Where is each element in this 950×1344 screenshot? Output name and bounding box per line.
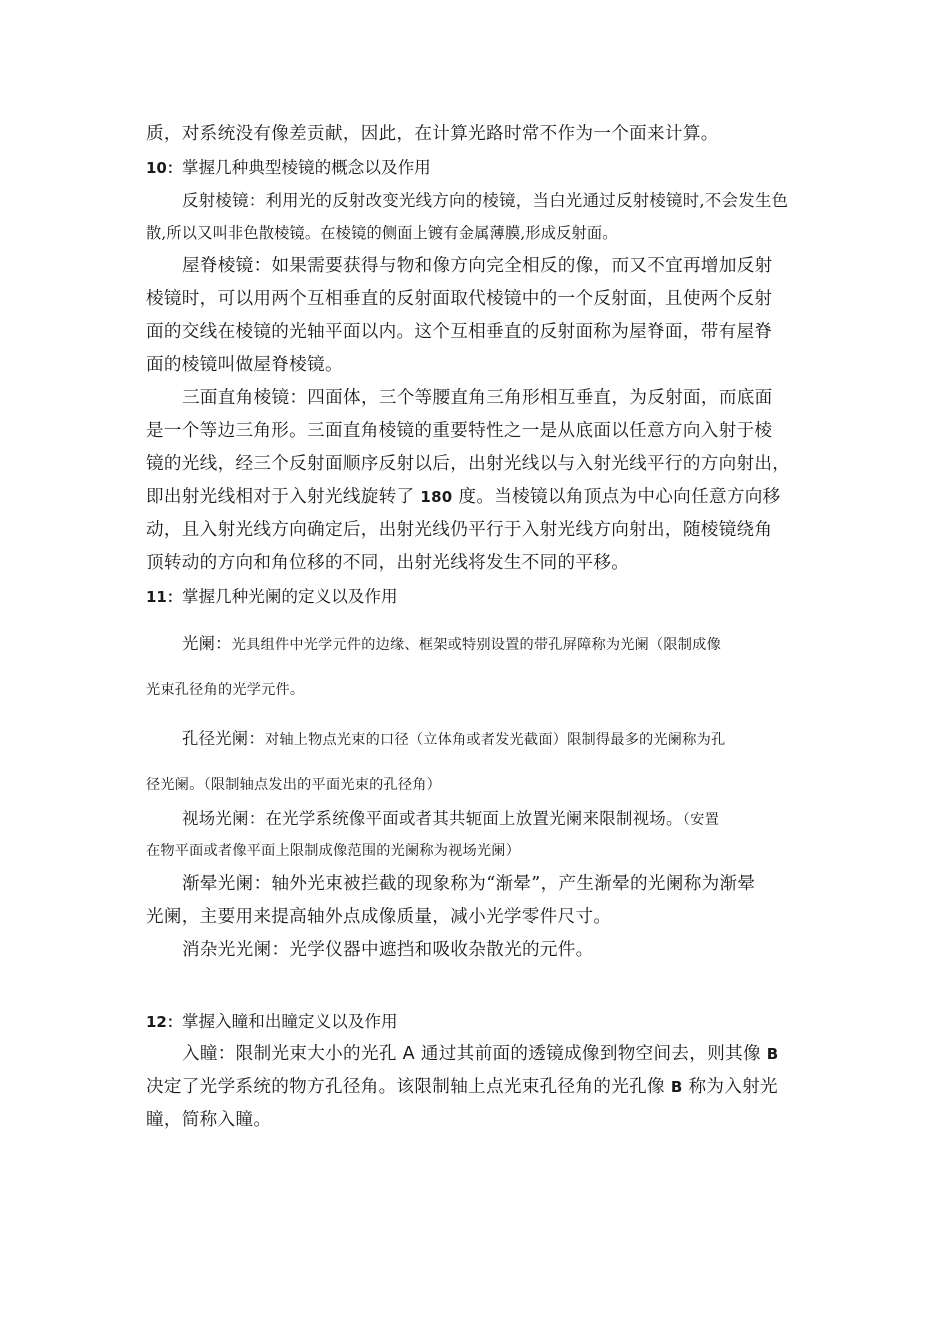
text-line: 动，且入射光线方向确定后，出射光线仍平行于入射光线方向射出，随棱镜绕角	[146, 520, 773, 540]
text-fragment: 入瞳：限制光束大小的光孔	[182, 1043, 397, 1064]
text-fragment: 光具组件中光学元件的边缘、框架或特别设置的带孔屏障称为光阑（限制成像	[231, 637, 721, 654]
section-heading-11	[146, 580, 808, 613]
number-180: 180	[420, 488, 453, 506]
text-line	[146, 481, 808, 514]
text-line: 散,所以又叫非色散棱镜。在棱镜的侧面上镀有金属薄膜,形成反射面。	[146, 224, 618, 242]
text-line: 渐晕光阑：轴外光束被拦截的现象称为“渐晕”，产生渐晕的光阑称为渐晕	[182, 873, 756, 894]
text-line: 光阑，主要用来提高轴外点成像质量，减小光学零件尺寸。	[146, 906, 612, 927]
text-line: 顶转动的方向和角位移的不同，出射光线将发生不同的平移。	[146, 553, 630, 573]
text-line: 质，对系统没有像差贡献，因此，在计算光路时常不作为一个面来计算。	[146, 124, 719, 144]
section-number: 11：	[146, 588, 182, 606]
section-heading-12	[146, 1005, 808, 1038]
letter-b: B	[670, 1077, 683, 1096]
text-line	[146, 627, 808, 660]
section-title: 掌握几种典型棱镜的概念以及作用	[181, 158, 431, 177]
section-title: 掌握几种光阑的定义以及作用	[181, 587, 398, 606]
text-fragment: 通过其前面的透镜成像到物空间去，则其像	[420, 1043, 761, 1064]
text-line: 棱镜时，可以用两个互相垂直的反射面取代棱镜中的一个反射面，且使两个反射	[146, 289, 773, 309]
section-heading-10	[146, 151, 808, 184]
section-number: 10：	[146, 159, 182, 177]
text-line	[146, 1038, 808, 1071]
text-line: 反射棱镜：利用光的反射改变光线方向的棱镜，当白光通过反射棱镜时,不会发生色	[182, 191, 789, 210]
text-line: 屋脊棱镜：如果需要获得与物和像方向完全相反的像，而又不宜再增加反射	[182, 256, 773, 276]
text-line: 光束孔径角的光学元件。	[146, 682, 305, 699]
text-line: 径光阑。（限制轴点发出的平面光束的孔径角）	[146, 776, 442, 793]
text-line	[146, 802, 808, 835]
text-line: 是一个等边三角形。三面直角棱镜的重要特性之一是从底面以任意方向入射于棱	[146, 421, 773, 441]
section-title: 掌握入瞳和出瞳定义以及作用	[181, 1011, 398, 1031]
text-fragment: 决定了光学系统的物方孔径角。该限制轴上点光束孔径角的光孔像	[146, 1076, 665, 1097]
text-line	[146, 1071, 808, 1104]
text-line: 瞳，简称入瞳。	[146, 1109, 272, 1130]
text-fragment: 度。当棱镜以角顶点为中心向任意方向移	[458, 487, 781, 507]
paragraph-gap	[146, 967, 808, 1005]
letter-a: A	[402, 1043, 415, 1064]
text-line: 镜的光线，经三个反射面顺序反射以后，出射光线以与入射光线平行的方向射出，	[146, 454, 791, 474]
term-label: 光阑：	[182, 634, 232, 654]
term-label: 孔径光阑：	[182, 728, 265, 748]
text-line	[146, 722, 808, 755]
letter-b: B	[766, 1044, 779, 1063]
section-number: 12：	[146, 1012, 182, 1031]
text-line: 消杂光光阑：光学仪器中遮挡和吸收杂散光的元件。	[182, 939, 594, 960]
text-fragment: 称为入射光	[688, 1076, 778, 1097]
document-page	[146, 118, 808, 1137]
text-line: 三面直角棱镜：四面体，三个等腰直角三角形相互垂直，为反射面，而底面	[182, 388, 773, 408]
text-line: 面的棱镜叫做屋脊棱镜。	[146, 355, 343, 375]
text-fragment: 即出射光线相对于入射光线旋转了	[146, 487, 415, 507]
text-fragment: 视场光阑：在光学系统像平面或者其共轭面上放置光阑来限制视场。	[182, 808, 683, 828]
text-line: 面的交线在棱镜的光轴平面以内。这个互相垂直的反射面称为屋脊面，带有屋脊	[146, 322, 773, 342]
text-fragment: 对轴上物点光束的口径（立体角或者发光截面）限制得最多的光阑称为孔	[264, 731, 726, 748]
text-fragment: （安置	[682, 811, 720, 828]
text-line: 在物平面或者像平面上限制成像范围的光阑称为视场光阑）	[146, 842, 521, 859]
